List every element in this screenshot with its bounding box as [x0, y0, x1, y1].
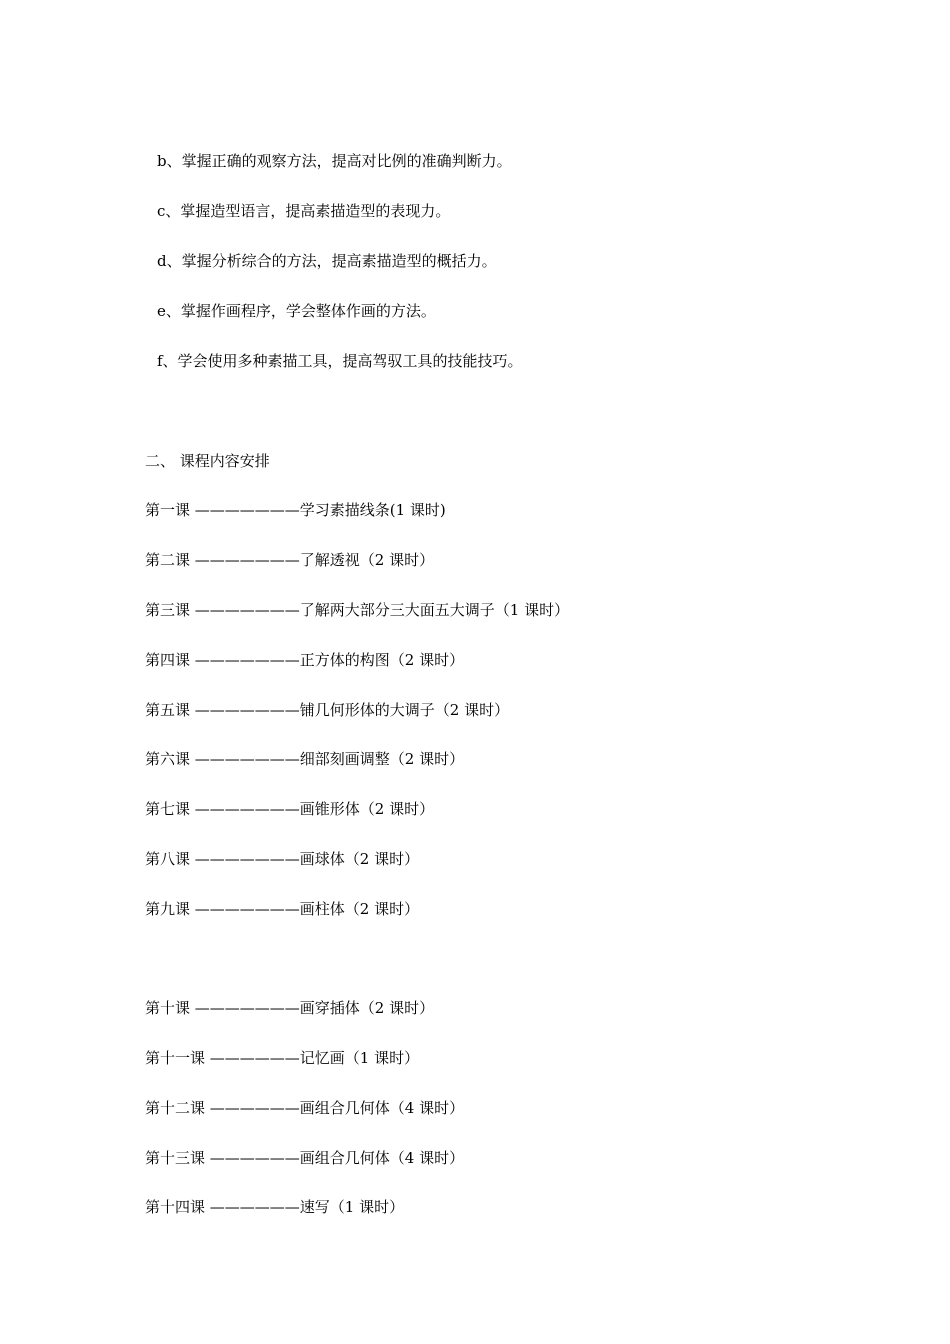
lesson-14: 第十四课 ——————速写（1 课时） [145, 1198, 405, 1216]
objective-e: e、掌握作画程序，学会整体作画的方法。 [157, 302, 436, 320]
lesson-6: 第六课 ———————细部刻画调整（2 课时） [145, 750, 465, 768]
lesson-12: 第十二课 ——————画组合几何体（4 课时） [145, 1099, 465, 1117]
lesson-11: 第十一课 ——————记忆画（1 课时） [145, 1049, 420, 1067]
objective-d: d、掌握分析综合的方法，提高素描造型的概括力。 [157, 252, 497, 270]
lesson-9: 第九课 ———————画柱体（2 课时） [145, 900, 420, 918]
section-heading: 二、 课程内容安排 [145, 452, 270, 470]
objective-c: c、掌握造型语言，提高素描造型的表现力。 [157, 202, 451, 220]
lesson-1: 第一课 ———————学习素描线条(1 课时) [145, 501, 446, 519]
lesson-3: 第三课 ———————了解两大部分三大面五大调子（1 课时） [145, 601, 570, 619]
lesson-10: 第十课 ———————画穿插体（2 课时） [145, 999, 435, 1017]
lesson-2: 第二课 ———————了解透视（2 课时） [145, 551, 435, 569]
lesson-13: 第十三课 ——————画组合几何体（4 课时） [145, 1149, 465, 1167]
objective-b: b、掌握正确的观察方法，提高对比例的准确判断力。 [157, 152, 512, 170]
lesson-5: 第五课 ———————铺几何形体的大调子（2 课时） [145, 701, 510, 719]
objective-f: f、学会使用多种素描工具，提高驾驭工具的技能技巧。 [157, 352, 523, 370]
lesson-8: 第八课 ———————画球体（2 课时） [145, 850, 420, 868]
lesson-4: 第四课 ———————正方体的构图（2 课时） [145, 651, 465, 669]
lesson-7: 第七课 ———————画锥形体（2 课时） [145, 800, 435, 818]
